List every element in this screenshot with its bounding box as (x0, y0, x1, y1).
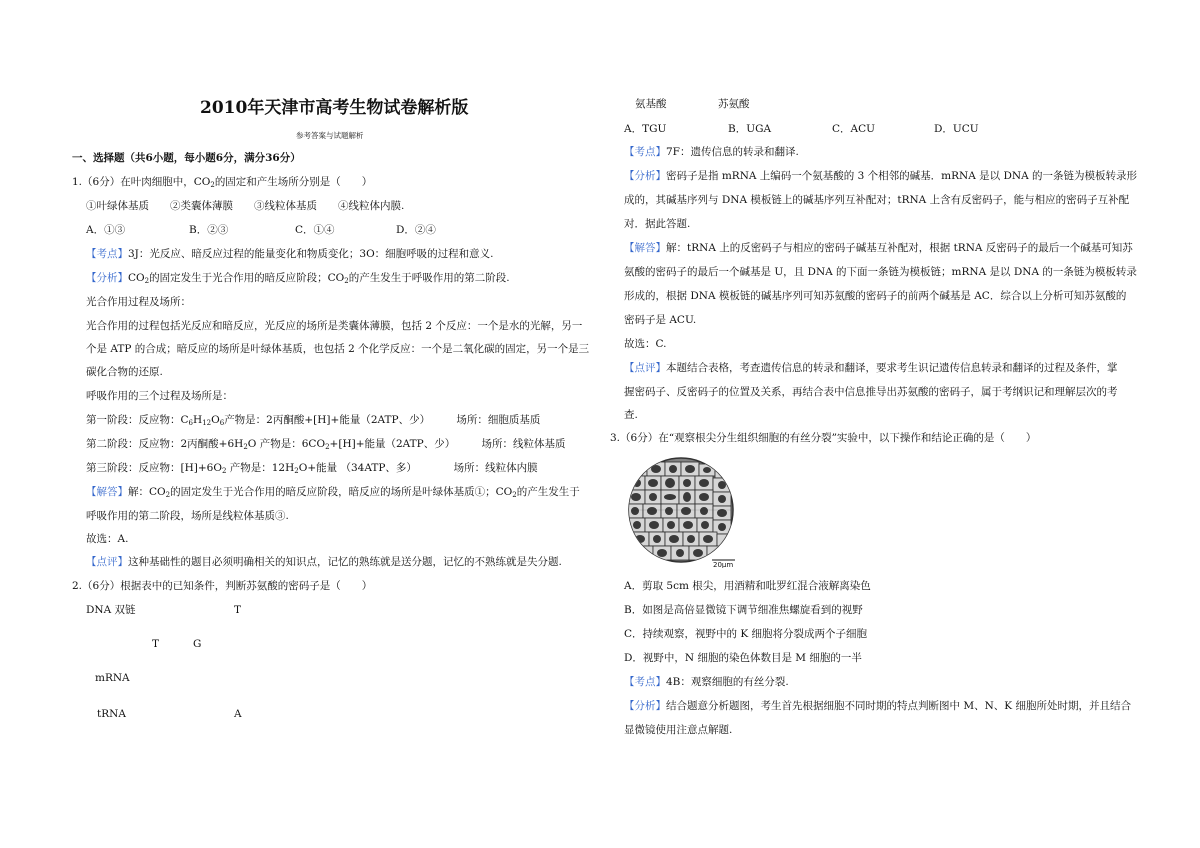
q3-stem: 3.（6分）在“观察根尖分生组织细胞的有丝分裂”实验中，以下操作和结论正确的是（ ） (610, 432, 1037, 444)
q1-option-a: A．①③ (86, 224, 126, 236)
q2-aa-label: 氨基酸 (635, 98, 667, 110)
scale-bar-label: 20μm (713, 561, 734, 568)
q1-jieda-line2: 呼吸作用的第二阶段，场所是线粒体基质③. (86, 510, 289, 522)
q3-fenxi-line2: 显微镜使用注意点解题. (624, 724, 733, 736)
q1-photo-line1: 光合作用的过程包括光反应和暗反应，光反应的场所是类囊体薄膜，包括 2 个反应：一个是水的光解，另一 (86, 320, 583, 332)
q2-option-b: B．UGA (728, 123, 772, 135)
q2-option-a: A．TGU (624, 123, 667, 135)
q1-stage1: 第一阶段：反应物：$C_6H_{12}O_6$产物是：2丙酮酸+[H]+能量（2ATP、少） 场所：细胞质基质 (86, 414, 541, 427)
q2-dianping-line3: 查. (624, 409, 638, 421)
q2-jieda-line3: 形成的，根据 DNA 模板链的碱基序列可知苏氨酸的密码子的前两个碱基是 AC．综合以上分析可知苏氨酸的 (624, 290, 1127, 302)
q3-option-c: C．持续观察，视野中的 K 细胞将分裂成两个子细胞 (624, 628, 868, 640)
q1-photo-title: 光合作用过程及场所： (86, 296, 191, 308)
q2-answer: 故选：C. (624, 338, 667, 350)
microscope-field-image (625, 456, 737, 568)
q2-trna-a: A (234, 708, 242, 720)
q2-kaodian: 【考点】7F：遗传信息的转录和翻译. (624, 146, 799, 158)
jieda-tag: 【解答】 (86, 486, 128, 498)
q1-stage3: 第三阶段：反应物：$[H]+6O_2$ 产物是：$12H_2O+$能量 （34ATP、多） 场所：线粒体内膜 (86, 462, 538, 475)
q1-photo-line2: 个是 ATP 的合成；暗反应的场所是叶绿体基质，也包括 2 个化学反应：一个是二氧化碳的固定，另一个是三 (86, 343, 590, 355)
fenxi-tag: 【分析】 (624, 700, 666, 712)
q1-kaodian: 【考点】3J：光反应、暗反应过程的能量变化和物质变化；3O：细胞呼吸的过程和意义. (86, 248, 494, 260)
dianping-tag: 【点评】 (624, 362, 666, 374)
section-heading: 一、选择题（共6小题，每小题6分，满分36分） (72, 152, 301, 164)
q3-option-a: A．剪取 5cm 根尖，用酒精和吡罗红混合液解离染色 (624, 580, 871, 592)
q2-trna-label: tRNA (97, 708, 126, 720)
q2-dna-label: DNA 双链 (86, 604, 136, 616)
q3-fenxi-line1: 【分析】结合题意分析题图，考生首先根据细胞不同时期的特点判断图中 M、N、K 细胞所处时期，并且结合 (624, 700, 1131, 712)
q2-mrna-label: mRNA (95, 672, 130, 684)
page-title: 2010年天津市高考生物试卷解析版 (200, 98, 469, 118)
page-subtitle: 参考答案与试题解析 (296, 131, 364, 140)
q1-jieda-line1: 【解答】解：$CO_2$的固定发生于光合作用的暗反应阶段，暗反应的场所是叶绿体基质①；$CO_2$的产生发生于 (86, 486, 580, 499)
q1-resp-title: 呼吸作用的三个过程及场所是： (86, 390, 233, 402)
q2-dna-t: T (234, 604, 242, 616)
jieda-tag: 【解答】 (624, 242, 666, 254)
q2-fenxi-line2: 成的，其碱基序列与 DNA 模板链上的碱基序列互补配对；tRNA 上含有反密码子，能与相应的密码子互补配 (624, 194, 1130, 206)
q1-stage2: 第二阶段：反应物：2丙酮酸$+6H_2O$ 产物是：$6CO_2+[H]+$能量（2ATP、少） 场所：线粒体基质 (86, 438, 566, 451)
q2-option-c: C．ACU (832, 123, 875, 135)
q2-jieda-line2: 氨酸的密码子的最后一个碱基是 U，且 DNA 的下面一条链为模板链；mRNA 是以 DNA 的一条链为模板转录 (624, 266, 1137, 278)
q2-fenxi-line3: 对．据此答题. (624, 218, 691, 230)
q2-t-letter: T (152, 638, 160, 650)
q1-items: ①叶绿体基质 ②类囊体薄膜 ③线粒体基质 ④线粒体内膜. (86, 200, 405, 212)
fenxi-tag: 【分析】 (86, 272, 128, 284)
q1-option-c: C．①④ (295, 224, 335, 236)
q2-fenxi-line1: 【分析】密码子是指 mRNA 上编码一个氨基酸的 3 个相邻的碱基．mRNA 是以 DNA 的一条链为模板转录形 (624, 170, 1137, 182)
q1-option-d: D．②④ (396, 224, 436, 236)
q2-dianping-line2: 握密码子、反密码子的位置及关系，再结合表中信息推导出苏氨酸的密码子，属于考纲识记和理解层次的考 (624, 386, 1118, 398)
kaodian-tag: 【考点】 (86, 248, 128, 260)
kaodian-tag: 【考点】 (624, 146, 666, 158)
kaodian-tag: 【考点】 (624, 676, 666, 688)
q2-stem: 2.（6分）根据表中的已知条件，判断苏氨酸的密码子是（ ） (72, 580, 373, 592)
q1-option-b: B．②③ (189, 224, 229, 236)
q1-photo-line3: 碳化合物的还原. (86, 366, 163, 378)
q1-dianping: 【点评】这种基础性的题目必须明确相关的知识点，记忆的熟练就是送分题，记忆的不熟练就是失分题. (86, 556, 562, 568)
q1-fenxi: 【分析】$CO_2$的固定发生于光合作用的暗反应阶段；$CO_2$的产生发生于呼吸作用的第二阶段. (86, 272, 510, 285)
q3-option-d: D．视野中，N 细胞的染色体数目是 M 细胞的一半 (624, 652, 862, 664)
q2-option-d: D．UCU (934, 123, 979, 135)
q2-dianping-line1: 【点评】本题结合表格，考查遗传信息的转录和翻译，要求考生识记遗传信息转录和翻译的过程及条件，掌 (624, 362, 1118, 374)
q3-kaodian: 【考点】4B：观察细胞的有丝分裂. (624, 676, 789, 688)
q2-g-letter: G (193, 638, 202, 650)
q2-jieda-line4: 密码子是 ACU. (624, 314, 697, 326)
q2-su-label: 苏氨酸 (718, 98, 750, 110)
q1-answer: 故选：A. (86, 533, 129, 545)
q1-stem: 1.（6分）在叶肉细胞中，$CO_2$的固定和产生场所分别是（ ） (72, 176, 373, 189)
dianping-tag: 【点评】 (86, 556, 128, 568)
q3-option-b: B．如图是高倍显微镜下调节细准焦螺旋看到的视野 (624, 604, 863, 616)
fenxi-tag: 【分析】 (624, 170, 666, 182)
q2-jieda-line1: 【解答】解：tRNA 上的反密码子与相应的密码子碱基互补配对，根据 tRNA 反密码子的最后一个碱基可知苏 (624, 242, 1133, 254)
